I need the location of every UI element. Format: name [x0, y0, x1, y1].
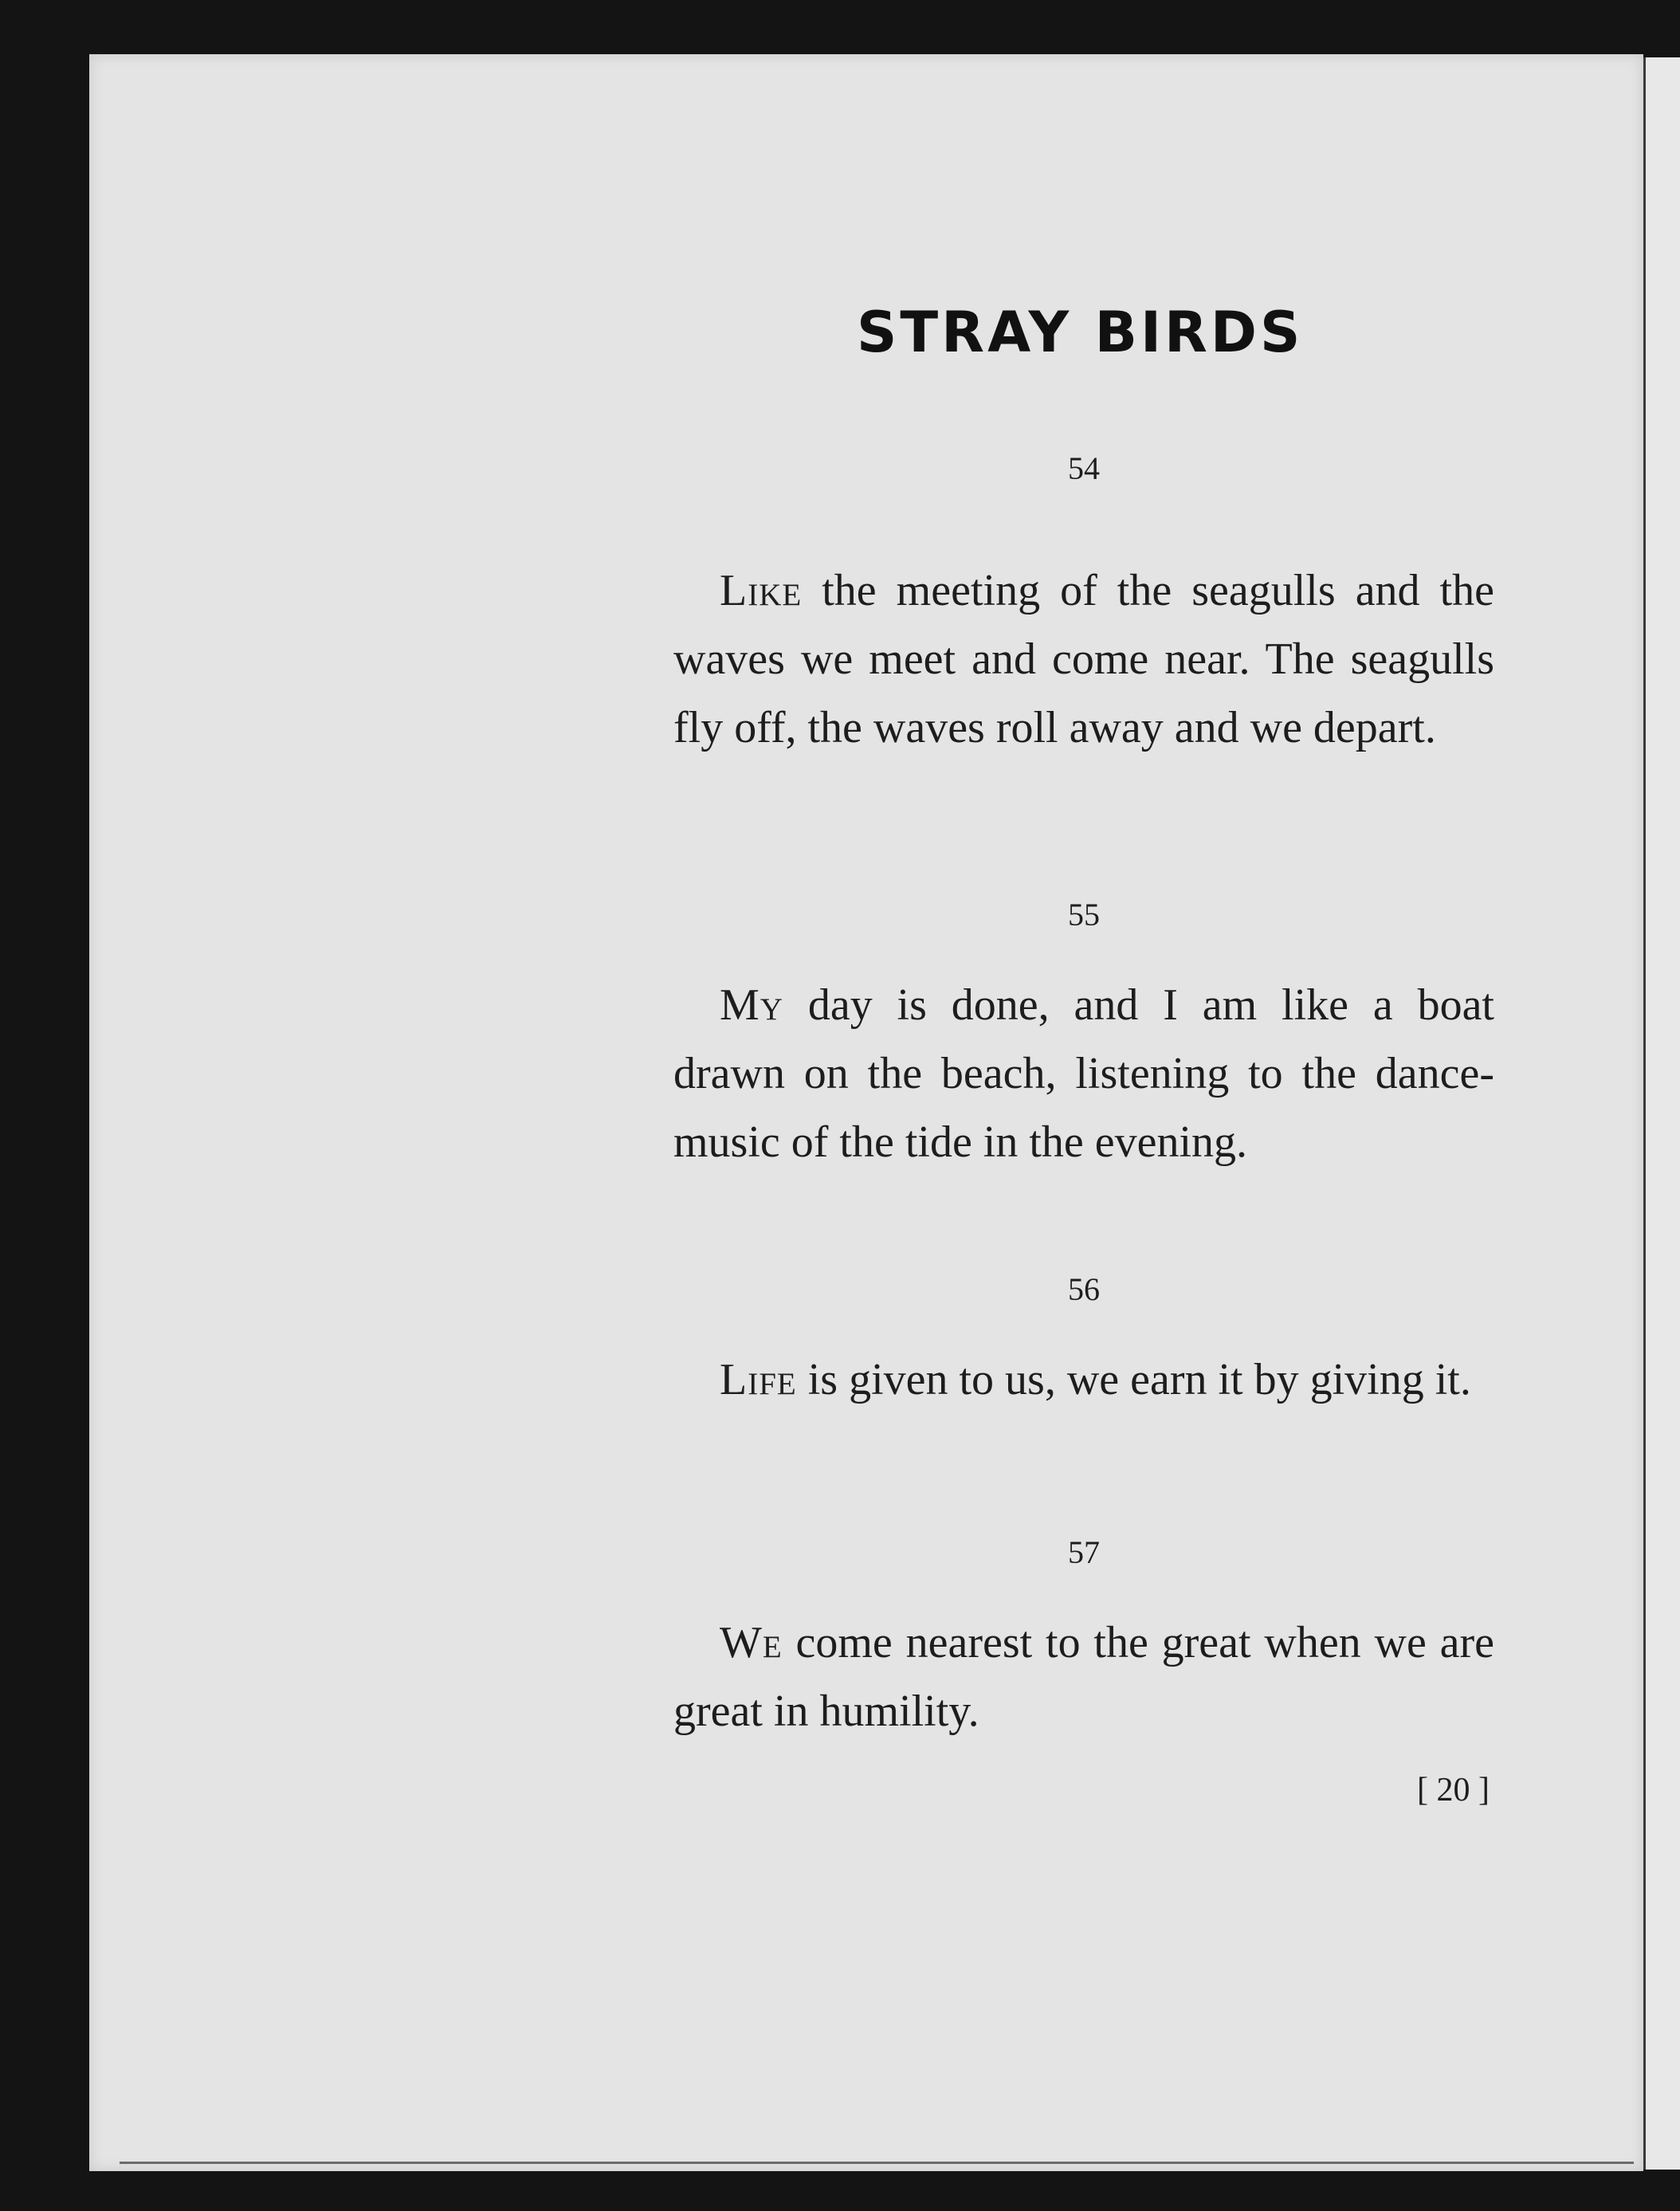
aphorism-54 [673, 445, 1494, 803]
running-head: STRAY BIRDS [857, 300, 1304, 365]
aphorism-body: the meeting of the seagulls and the waves we meet and come near. The seagulls fly off, the waves roll away and we depart. [673, 566, 1494, 752]
aphorism-lead: We [720, 1618, 783, 1667]
aphorism-text [673, 1608, 1494, 1746]
aphorism-text [673, 1345, 1494, 1414]
aphorism-55 [673, 891, 1494, 1234]
aphorism-lead: Like [720, 566, 803, 615]
aphorism-lead: My [720, 980, 783, 1030]
aphorism-number: 57 [1068, 1534, 1100, 1570]
aphorism-56 [673, 1266, 1494, 1473]
bottom-border [120, 2162, 1634, 2164]
aphorism-57 [673, 1529, 1494, 1736]
page-number: [ 20 ] [1417, 1772, 1490, 1808]
aphorism-number: 56 [1068, 1271, 1100, 1307]
aphorism-lead: Life [720, 1355, 797, 1404]
aphorism-number: 54 [1068, 450, 1100, 486]
aphorism-list [673, 445, 1494, 1736]
page-edge [1643, 57, 1680, 2170]
aphorism-text [673, 556, 1494, 762]
aphorism-text [673, 971, 1494, 1176]
aphorism-body: is given to us, we earn it by giving it. [796, 1355, 1471, 1404]
aphorism-number: 55 [1068, 897, 1100, 933]
aphorism-body: come nearest to the great when we are great in humility. [673, 1618, 1494, 1736]
aphorism-body: day is done, and I am like a boat drawn on the beach, listening to the dance-music of the tide in the evening. [673, 980, 1494, 1167]
